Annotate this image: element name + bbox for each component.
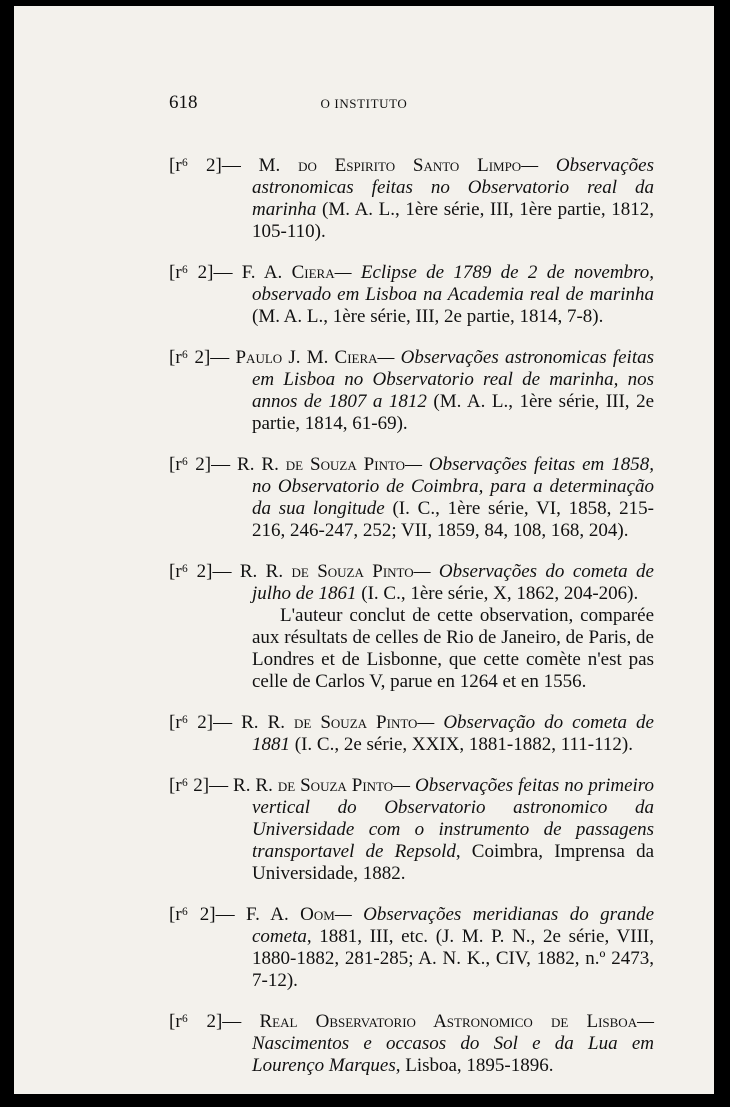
- bibliography-list: [169, 136, 654, 1095]
- bibliography-entry: [169, 454, 654, 542]
- entry-title: — Observações feitas no primeiro vertical do Observatorio astronomico da Universidade com o instrumento de passagens transportavel de Repsold: [252, 775, 654, 862]
- bibliography-entry: [169, 262, 654, 328]
- running-title: O INSTITUTO: [320, 96, 408, 111]
- entry-title: — Observações astronomicas feitas no Observatorio real da marinha: [252, 155, 655, 220]
- entry-citation: (M. A. L., 1ère série, III, 2e partie, 1814, 61-69).: [252, 391, 654, 434]
- entry-citation: , 1881, III, etc. (J. M. P. N., 2e série, VIII, 1880-1882, 281-285; A. N. K., CIV, 1882, n.º 2473, 7-12).: [252, 926, 654, 991]
- entry-citation: (M. A. L., 1ère série, III, 2e partie, 1814, 7-8).: [252, 306, 604, 327]
- entry-author: — Real Observatorio Astronomico de Lisboa: [222, 1011, 638, 1032]
- entry-title: — Observações feitas em 1858, no Observatorio de Coimbra, para a determinação da sua longitude: [252, 454, 654, 519]
- entry-citation: (I. C., 1ère série, X, 1862, 204-206).: [356, 583, 639, 604]
- entry-title: — Observações meridianas do grande cometa: [252, 904, 655, 947]
- entry-title: — Observações astronomicas feitas em Lisboa no Observatorio real de marinha, nos annos de 1807 a 1812: [252, 347, 654, 412]
- entry-title: — Observações do cometa de julho de 1861: [252, 561, 654, 604]
- bibliography-entry: [169, 1011, 654, 1077]
- entry-title: — Nascimentos e occasos do Sol e da Lua em Lourenço Marques: [252, 1011, 654, 1076]
- entry-citation: (I. C., 2e série, XXIX, 1881-1882, 111-112).: [290, 734, 633, 755]
- entry-note: L'auteur conclut de cette observation, comparée aux résultats de celles de Rio de Janeiro, de Paris, de Londres et de Lisbonne, que cette comète n'est pas celle de Carlos V, parue en 1264 et en 1556.: [252, 605, 654, 692]
- classification-tag: [r⁶ 2]: [169, 262, 214, 283]
- entry-title: — Eclipse de 1789 de 2 de novembro, observado em Lisboa na Academia real de marinha: [252, 262, 654, 305]
- entry-citation: , Lisboa, 1895-1896.: [395, 1055, 554, 1076]
- classification-tag: [r⁶ 2]: [169, 561, 213, 582]
- bibliography-entry: [169, 155, 654, 243]
- classification-tag: [r⁶ 2]: [169, 712, 214, 733]
- classification-tag: [r⁶ 2]: [169, 155, 222, 176]
- entry-author: — R. R. de Souza Pinto: [213, 712, 418, 733]
- page-number: 618: [169, 92, 198, 113]
- classification-tag: [r⁶ 2]: [169, 454, 212, 475]
- entry-author: — R. R. de Souza Pinto: [211, 454, 406, 475]
- bibliography-entry: [169, 712, 654, 756]
- page-header: [14, 92, 714, 116]
- entry-citation: , Coimbra, Imprensa da Universidade, 1882.: [252, 841, 654, 884]
- classification-tag: [r⁶ 2]: [169, 775, 210, 796]
- classification-tag: [r⁶ 2]: [169, 1011, 223, 1032]
- entry-title: — Observação do cometa de 1881: [252, 712, 654, 755]
- entry-citation: (M. A. L., 1ère série, III, 1ère partie, 1812, 105-110).: [252, 199, 654, 242]
- entry-author: — R. R. de Souza Pinto: [209, 775, 394, 796]
- bibliography-entry: [169, 347, 654, 435]
- book-page: [14, 6, 714, 1094]
- entry-author: — F. A. Oom: [215, 904, 335, 925]
- entry-author: — R. R. de Souza Pinto: [212, 561, 414, 582]
- entry-author: — M. do Espirito Santo Limpo: [221, 155, 522, 176]
- entry-author: — Paulo J. M. Ciera: [210, 347, 378, 368]
- entry-citation: (I. C., 1ère série, VI, 1858, 215-216, 246-247, 252; VII, 1859, 84, 108, 168, 204).: [252, 498, 654, 541]
- bibliography-entry: [169, 904, 654, 992]
- classification-tag: [r⁶ 2]: [169, 347, 211, 368]
- bibliography-entry: [169, 775, 654, 885]
- entry-author: — F. A. Ciera: [213, 262, 335, 283]
- classification-tag: [r⁶ 2]: [169, 904, 216, 925]
- bibliography-entry: [169, 561, 654, 693]
